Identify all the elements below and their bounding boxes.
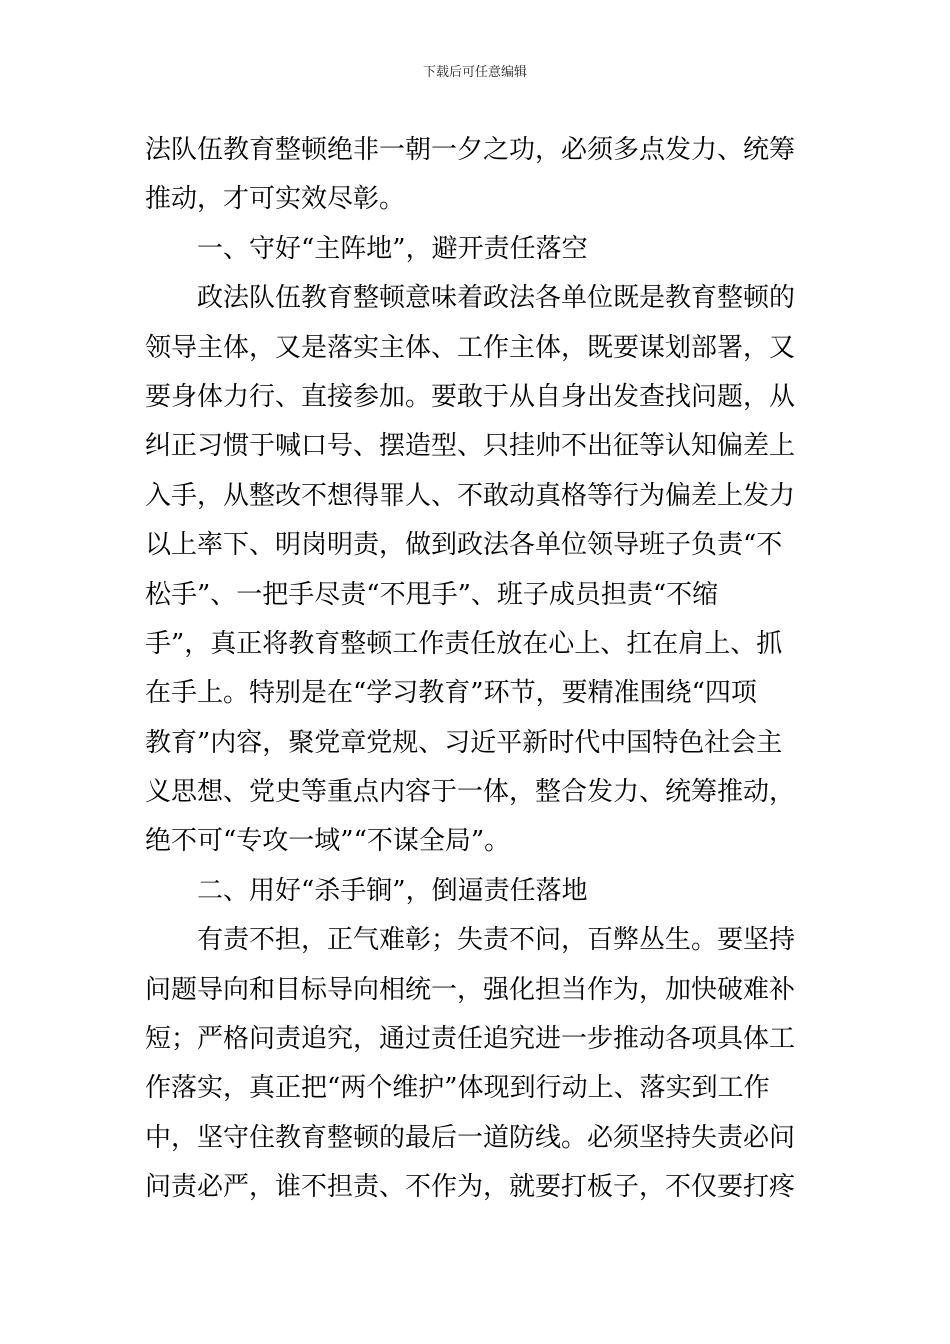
text-line: 要身体力行、直接参加。要敢于从自身出发查找问题，从 <box>145 381 796 412</box>
text-line: 一、守好“主阵地”，避开责任落空 <box>197 233 588 264</box>
text-line: 有责不担，正气难彰；失责不问，百弊丛生。要坚持 <box>197 925 796 956</box>
text-line: 政法队伍教育整顿意味着政法各单位既是教育整顿的 <box>197 283 796 314</box>
text-line: 问责必严，谁不担责、不作为，就要打板子，不仅要打疼 <box>145 1172 796 1203</box>
text-line: 作落实，真正把“两个维护”体现到行动上、落实到工作 <box>145 1073 770 1104</box>
text-line: 领导主体，又是落实主体、工作主体，既要谋划部署，又 <box>145 332 796 363</box>
document-body <box>145 126 825 1213</box>
text-line: 短；严格问责追究，通过责任追究进一步推动各项具体工 <box>145 1024 796 1055</box>
text-line: 以上率下、明岗明责，做到政法各单位领导班子负责“不 <box>145 530 783 561</box>
page-header: 下载后可任意编辑 <box>422 65 527 80</box>
text-line: 问题导向和目标导向相统一，强化担当作为，加快破难补 <box>145 974 796 1005</box>
text-line: 教育”内容，聚党章党规、习近平新时代中国特色社会主 <box>145 727 783 758</box>
text-line: 法队伍教育整顿绝非一朝一夕之功，必须多点发力、统筹 <box>145 135 796 165</box>
text-line: 推动，才可实效尽彰。 <box>145 184 406 215</box>
text-line: 纠正习惯于喊口号、摆造型、只挂帅不出征等认知偏差上 <box>145 431 796 462</box>
text-line: 义思想、党史等重点内容于一体，整合发力、统筹推动， <box>145 777 796 808</box>
text-line: 松手”、一把手尽责“不甩手”、班子成员担责“不缩 <box>145 579 719 610</box>
text-line: 入手，从整改不想得罪人、不敢动真格等行为偏差上发力 <box>145 480 796 511</box>
text-line: 中，坚守住教育整顿的最后一道防线。必须坚持失责必问 <box>145 1122 796 1153</box>
text-line: 绝不可“专攻一域”“不谋全局”。 <box>145 826 511 857</box>
text-line: 二、用好“杀手锏”，倒逼责任落地 <box>197 875 588 906</box>
text-line: 手”，真正将教育整顿工作责任放在心上、扛在肩上、抓 <box>145 628 783 659</box>
text-line: 在手上。特别是在“学习教育”环节，要精准围绕“四项 <box>145 678 757 709</box>
